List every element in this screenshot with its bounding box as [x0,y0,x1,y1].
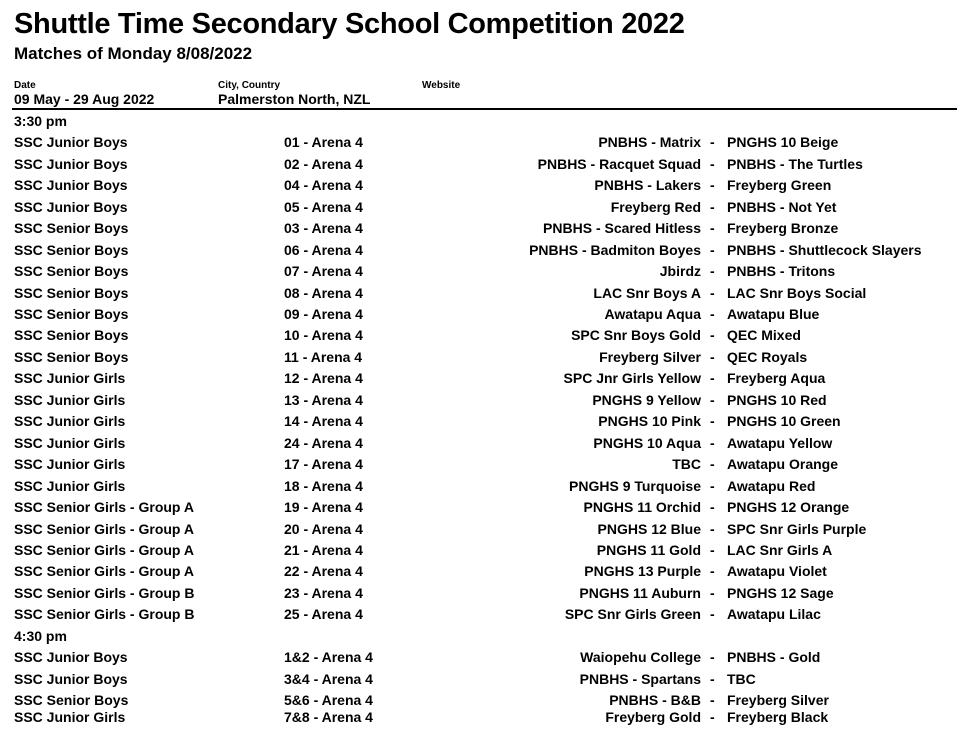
match-row [0,585,963,606]
match-row [0,306,963,327]
home-team: LAC Snr Boys A [593,285,701,301]
competition-name: SSC Junior Boys [14,156,128,172]
away-team: PNBHS - Tritons [727,263,836,279]
home-team: SPC Snr Girls Green [564,606,701,622]
match-row [0,499,963,520]
home-team: SPC Jnr Girls Yellow [563,370,701,386]
away-team: PNGHS 10 Red [727,392,827,408]
away-team: Awatapu Violet [727,563,827,579]
versus-dash: - [710,134,715,150]
competition-name: SSC Junior Boys [14,649,128,665]
competition-name: SSC Senior Boys [14,349,129,365]
match-row [0,349,963,370]
away-team: SPC Snr Girls Purple [727,521,867,537]
away-team: Freyberg Bronze [727,220,839,236]
away-team: Freyberg Aqua [727,370,826,386]
home-team: TBC [672,456,701,472]
home-team: PNGHS 13 Purple [584,563,701,579]
home-team: Freyberg Red [610,199,701,215]
city-value: Palmerston North, NZL [218,91,371,107]
match-row [0,413,963,434]
versus-dash: - [710,156,715,172]
match-row [0,392,963,413]
competition-name: SSC Senior Boys [14,242,129,258]
home-team: PNBHS - B&B [609,692,701,708]
away-team: Awatapu Blue [727,306,820,322]
away-team: QEC Royals [727,349,808,365]
versus-dash: - [710,392,715,408]
competition-name: SSC Senior Girls - Group A [14,563,194,579]
home-team: PNGHS 9 Yellow [592,392,701,408]
court-name: 02 - Arena 4 [284,156,363,172]
versus-dash: - [710,242,715,258]
court-name: 5&6 - Arena 4 [284,692,373,708]
city-label: City, Country [218,80,281,91]
competition-name: SSC Junior Boys [14,671,128,687]
versus-dash: - [710,456,715,472]
away-team: Freyberg Silver [727,692,829,708]
versus-dash: - [710,285,715,301]
match-row [0,435,963,456]
court-name: 1&2 - Arena 4 [284,649,373,665]
court-name: 3&4 - Arena 4 [284,671,373,687]
home-team: PNBHS - Spartans [579,671,701,687]
competition-name: SSC Junior Girls [14,435,126,451]
versus-dash: - [710,413,715,429]
competition-name: SSC Junior Girls [14,478,126,494]
away-team: Freyberg Black [727,709,829,725]
court-name: 14 - Arena 4 [284,413,363,429]
session-time: 3:30 pm [14,113,67,129]
court-name: 05 - Arena 4 [284,199,363,215]
home-team: SPC Snr Boys Gold [571,327,701,343]
competition-name: SSC Senior Boys [14,220,129,236]
versus-dash: - [710,478,715,494]
match-row [0,177,963,198]
court-name: 08 - Arena 4 [284,285,363,301]
match-row [0,220,963,241]
away-team: Awatapu Red [727,478,816,494]
court-name: 11 - Arena 4 [284,349,363,365]
versus-dash: - [710,327,715,343]
court-name: 13 - Arena 4 [284,392,363,408]
home-team: PNBHS - Racquet Squad [537,156,701,172]
competition-name: SSC Junior Girls [14,709,126,725]
versus-dash: - [710,263,715,279]
away-team: QEC Mixed [727,327,801,343]
competition-name: SSC Senior Boys [14,692,129,708]
match-row [0,199,963,220]
home-team: PNGHS 11 Orchid [583,499,701,515]
match-row [0,606,963,627]
match-row [0,563,963,584]
away-team: Awatapu Orange [727,456,838,472]
versus-dash: - [710,649,715,665]
away-team: Freyberg Green [727,177,832,193]
away-team: PNBHS - Not Yet [727,199,837,215]
competition-name: SSC Senior Boys [14,306,129,322]
home-team: PNBHS - Matrix [598,134,701,150]
match-row [0,370,963,391]
competition-name: SSC Junior Boys [14,199,128,215]
match-row [0,285,963,306]
home-team: Awatapu Aqua [604,306,701,322]
court-name: 09 - Arena 4 [284,306,363,322]
court-name: 7&8 - Arena 4 [284,709,373,725]
date-value: 09 May - 29 Aug 2022 [14,91,155,107]
court-name: 01 - Arena 4 [284,134,363,150]
versus-dash: - [710,542,715,558]
match-row [0,521,963,542]
away-team: TBC [727,671,756,687]
home-team: PNGHS 11 Auburn [579,585,701,601]
home-team: Freyberg Gold [605,709,701,725]
match-row [0,456,963,477]
match-row [0,542,963,563]
versus-dash: - [710,671,715,687]
competition-name: SSC Senior Girls - Group B [14,606,195,622]
versus-dash: - [710,177,715,193]
versus-dash: - [710,199,715,215]
court-name: 19 - Arena 4 [284,499,363,515]
versus-dash: - [710,349,715,365]
competition-name: SSC Senior Boys [14,263,129,279]
home-team: PNBHS - Badmiton Boyes [529,242,701,258]
court-name: 18 - Arena 4 [284,478,363,494]
page-title: Shuttle Time Secondary School Competition 2022 [14,8,685,40]
match-row [0,671,963,692]
versus-dash: - [710,499,715,515]
versus-dash: - [710,521,715,537]
court-name: 10 - Arena 4 [284,327,363,343]
versus-dash: - [710,435,715,451]
away-team: LAC Snr Boys Social [727,285,867,301]
competition-name: SSC Senior Boys [14,327,129,343]
home-team: PNBHS - Lakers [594,177,701,193]
competition-name: SSC Senior Boys [14,285,129,301]
competition-name: SSC Senior Girls - Group A [14,542,194,558]
competition-name: SSC Junior Girls [14,392,126,408]
home-team: PNGHS 9 Turquoise [569,478,701,494]
versus-dash: - [710,220,715,236]
match-row [0,649,963,670]
court-name: 20 - Arena 4 [284,521,363,537]
court-name: 07 - Arena 4 [284,263,363,279]
versus-dash: - [710,692,715,708]
away-team: PNBHS - The Turtles [727,156,863,172]
competition-name: SSC Senior Girls - Group A [14,521,194,537]
match-row [0,263,963,284]
page-subtitle: Matches of Monday 8/08/2022 [14,44,253,63]
match-row [0,478,963,499]
versus-dash: - [710,709,715,725]
court-name: 22 - Arena 4 [284,563,363,579]
away-team: Awatapu Lilac [727,606,821,622]
competition-name: SSC Junior Girls [14,456,126,472]
court-name: 24 - Arena 4 [284,435,363,451]
date-label: Date [14,80,36,91]
session-time: 4:30 pm [14,628,67,644]
away-team: PNBHS - Shuttlecock Slayers [727,242,922,258]
match-row [0,327,963,348]
court-name: 03 - Arena 4 [284,220,363,236]
match-row [0,156,963,177]
clipped-row-container [0,709,963,725]
court-name: 06 - Arena 4 [284,242,363,258]
versus-dash: - [710,306,715,322]
competition-name: SSC Junior Boys [14,134,128,150]
away-team: PNGHS 12 Orange [727,499,850,515]
court-name: 21 - Arena 4 [284,542,363,558]
versus-dash: - [710,563,715,579]
match-row [0,709,963,730]
home-team: PNBHS - Scared Hitless [543,220,701,236]
away-team: PNGHS 10 Beige [727,134,839,150]
court-name: 17 - Arena 4 [284,456,363,472]
court-name: 12 - Arena 4 [284,370,363,386]
home-team: PNGHS 10 Pink [598,413,701,429]
versus-dash: - [710,370,715,386]
away-team: PNGHS 10 Green [727,413,841,429]
home-team: PNGHS 10 Aqua [593,435,701,451]
competition-name: SSC Senior Girls - Group B [14,585,195,601]
header-divider [12,108,957,110]
competition-name: SSC Junior Boys [14,177,128,193]
match-row [0,134,963,155]
competition-name: SSC Senior Girls - Group A [14,499,194,515]
competition-name: SSC Junior Girls [14,370,126,386]
court-name: 23 - Arena 4 [284,585,363,601]
competition-name: SSC Junior Girls [14,413,126,429]
away-team: LAC Snr Girls A [727,542,833,558]
away-team: PNBHS - Gold [727,649,821,665]
match-row [0,242,963,263]
home-team: PNGHS 12 Blue [597,521,701,537]
website-label: Website [422,80,461,91]
away-team: Awatapu Yellow [727,435,833,451]
versus-dash: - [710,585,715,601]
home-team: Jbirdz [659,263,701,279]
versus-dash: - [710,606,715,622]
away-team: PNGHS 12 Sage [727,585,834,601]
court-name: 04 - Arena 4 [284,177,363,193]
home-team: PNGHS 11 Gold [596,542,701,558]
home-team: Waiopehu College [580,649,701,665]
court-name: 25 - Arena 4 [284,606,363,622]
home-team: Freyberg Silver [599,349,701,365]
